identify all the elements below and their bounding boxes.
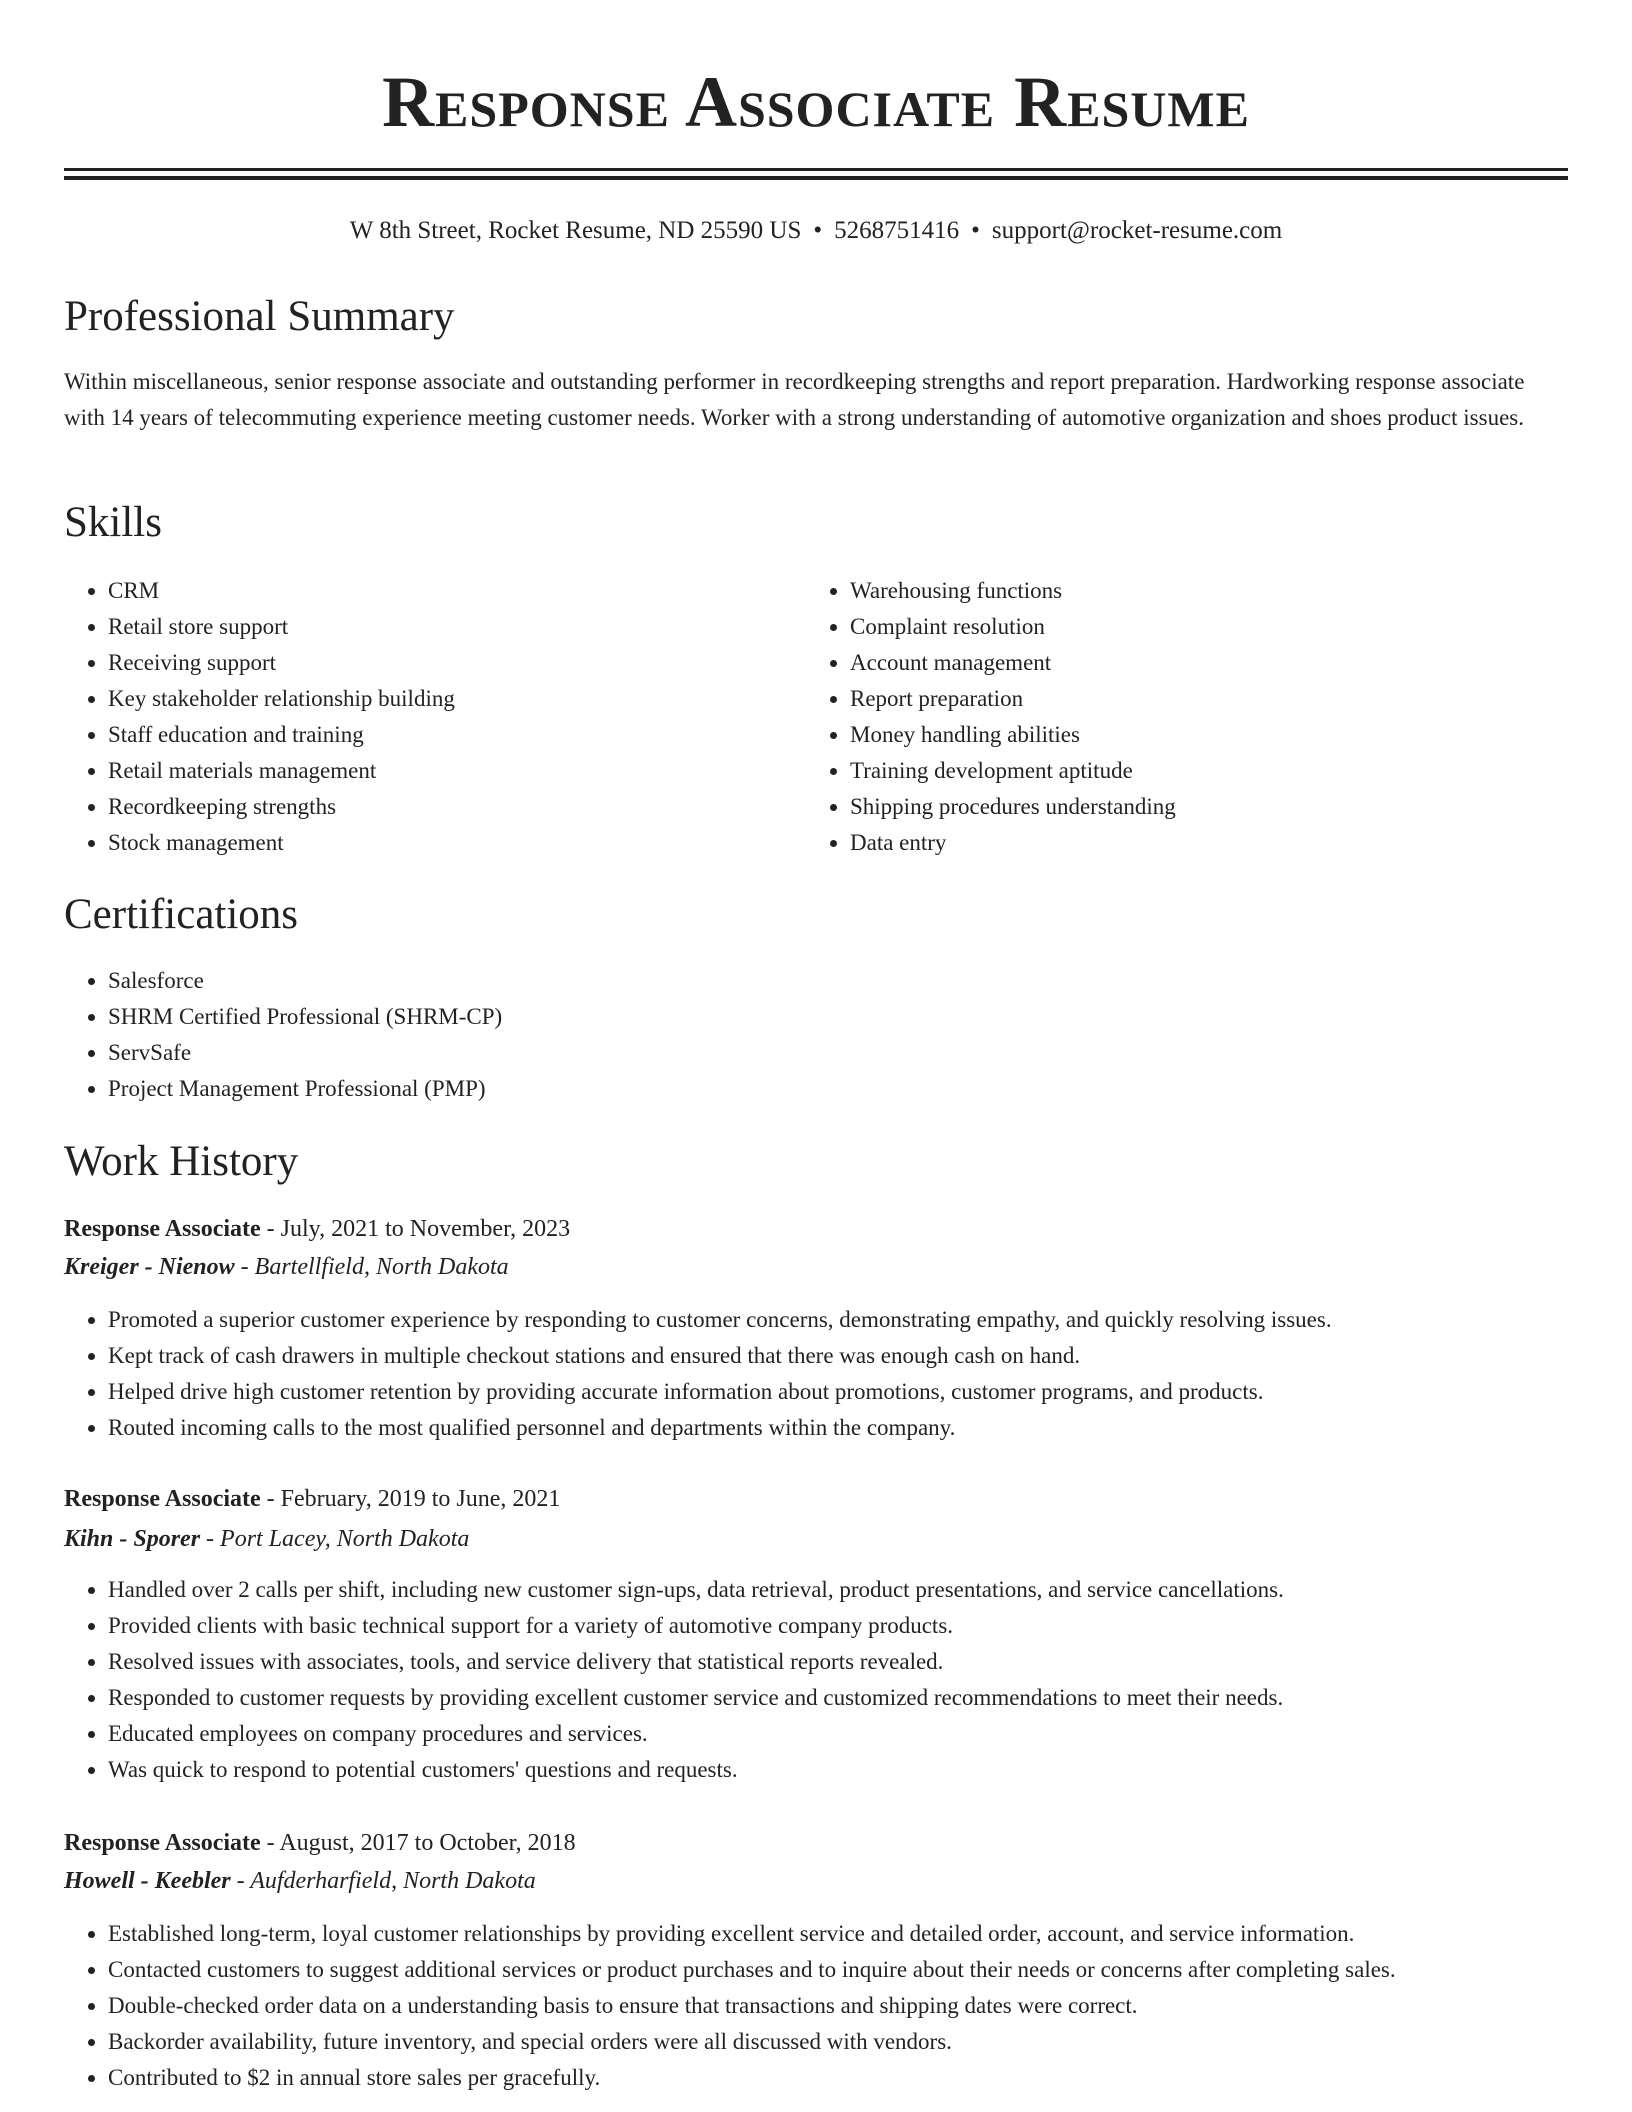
job-bullet: • Routed incoming calls to the most qualified personnel and departments within the company. [108, 1410, 1568, 1446]
certifications-heading: Certifications [64, 891, 299, 938]
job-bullet: • Helped drive high customer retention by providing accurate information about promotions, customer programs, and products. [108, 1374, 1568, 1410]
contact-phone: 5268751416 [834, 217, 960, 244]
job-location: - Aufderharfield, North Dakota [230, 1868, 536, 1894]
job-title-line [64, 1210, 1568, 1248]
skill-item: • CRM [108, 573, 808, 609]
skills-list-left [64, 573, 808, 861]
skill-item: • Stock management [108, 825, 808, 861]
job-bullet: • Double-checked order data on a understanding basis to ensure that transactions and shipping dates were correct. [108, 1988, 1568, 2024]
title-rule-bottom [64, 176, 1568, 180]
job-dates: - February, 2019 to June, 2021 [260, 1486, 561, 1512]
job-bullets [64, 1572, 1568, 1788]
skill-item: • Retail store support [108, 609, 808, 645]
skill-item: • Complaint resolution [850, 609, 1590, 645]
job-title-line [64, 1480, 1568, 1518]
job-dates: - July, 2021 to November, 2023 [260, 1216, 571, 1242]
summary-heading: Professional Summary [64, 293, 455, 340]
job-bullet: • Educated employees on company procedures and services. [108, 1716, 1568, 1752]
skill-item: • Receiving support [108, 645, 808, 681]
resume-title: Response Associate Resume [382, 62, 1250, 142]
skill-item: • Report preparation [850, 681, 1590, 717]
job-role: Response Associate [64, 1830, 261, 1856]
job-bullet: • Contributed to $2 in annual store sales per gracefully. [108, 2060, 1568, 2096]
skill-item: • Shipping procedures understanding [850, 789, 1590, 825]
skill-item: • Staff education and training [108, 717, 808, 753]
skill-item: • Recordkeeping strengths [108, 789, 808, 825]
job-title-line [64, 1824, 1568, 1862]
job-bullets [64, 1916, 1568, 2096]
certification-item: • Project Management Professional (PMP) [108, 1071, 1568, 1107]
skill-item: • Account management [850, 645, 1590, 681]
certification-item: • Salesforce [108, 963, 1568, 999]
job-bullet: • Resolved issues with associates, tools, and service delivery that statistical reports revealed. [108, 1644, 1568, 1680]
skill-item: • Money handling abilities [850, 717, 1590, 753]
job-company: Kihn - Sporer [64, 1526, 201, 1552]
skill-item: • Training development aptitude [850, 753, 1590, 789]
job-role: Response Associate [64, 1486, 261, 1512]
contact-separator: • [971, 217, 980, 244]
work-history-heading: Work History [64, 1138, 299, 1185]
job-bullet: • Kept track of cash drawers in multiple checkout stations and ensured that there was enough cash on hand. [108, 1338, 1568, 1374]
certification-item: • ServSafe [108, 1035, 1568, 1071]
job-company-line [64, 1520, 1568, 1558]
certification-item: • SHRM Certified Professional (SHRM-CP) [108, 999, 1568, 1035]
job-bullet: • Was quick to respond to potential customers' questions and requests. [108, 1752, 1568, 1788]
contact-email: support@rocket-resume.com [991, 217, 1283, 244]
job-bullet: • Contacted customers to suggest additional services or product purchases and to inquire about their needs or concerns after completing sales. [108, 1952, 1568, 1988]
job-bullet: • Backorder availability, future inventory, and special orders were all discussed with vendors. [108, 2024, 1568, 2060]
certifications-list [64, 963, 1568, 1107]
contact-line [64, 214, 1568, 248]
job-bullet: • Responded to customer requests by providing excellent customer service and customized recommendations to meet their needs. [108, 1680, 1568, 1716]
job-bullet: • Established long-term, loyal customer relationships by providing excellent service and detailed order, account, and service information. [108, 1916, 1568, 1952]
skills-list-right [806, 573, 1590, 861]
skills-heading: Skills [64, 499, 162, 546]
job-dates: - August, 2017 to October, 2018 [260, 1830, 576, 1856]
summary-text: Within miscellaneous, senior response associate and outstanding performer in recordkeeping strengths and report preparation. Hardworking response associate with 14 years of telecommuting experience meeting customer needs. Worker with a strong understanding of automotive organization and shoes product issues. [64, 369, 1525, 430]
skill-item: • Data entry [850, 825, 1590, 861]
skill-item: • Warehousing functions [850, 573, 1590, 609]
job-company: Kreiger - Nienow [64, 1254, 235, 1280]
contact-address: W 8th Street, Rocket Resume, ND 25590 US [349, 217, 802, 244]
job-location: - Port Lacey, North Dakota [200, 1526, 470, 1552]
job-company: Howell - Keebler [64, 1868, 231, 1894]
job-company-line [64, 1248, 1568, 1286]
job-location: - Bartellfield, North Dakota [234, 1254, 509, 1280]
job-bullet: • Handled over 2 calls per shift, including new customer sign-ups, data retrieval, product presentations, and service cancellations. [108, 1572, 1568, 1608]
skill-item: • Retail materials management [108, 753, 808, 789]
job-bullets [64, 1302, 1568, 1446]
skill-item: • Key stakeholder relationship building [108, 681, 808, 717]
title-rule-top [64, 168, 1568, 171]
job-bullet: • Provided clients with basic technical support for a variety of automotive company products. [108, 1608, 1568, 1644]
job-bullet: • Promoted a superior customer experience by responding to customer concerns, demonstrating empathy, and quickly resolving issues. [108, 1302, 1568, 1338]
job-role: Response Associate [64, 1216, 261, 1242]
resume-page [64, 0, 1568, 2090]
contact-separator: • [813, 217, 823, 244]
job-company-line [64, 1862, 1568, 1900]
